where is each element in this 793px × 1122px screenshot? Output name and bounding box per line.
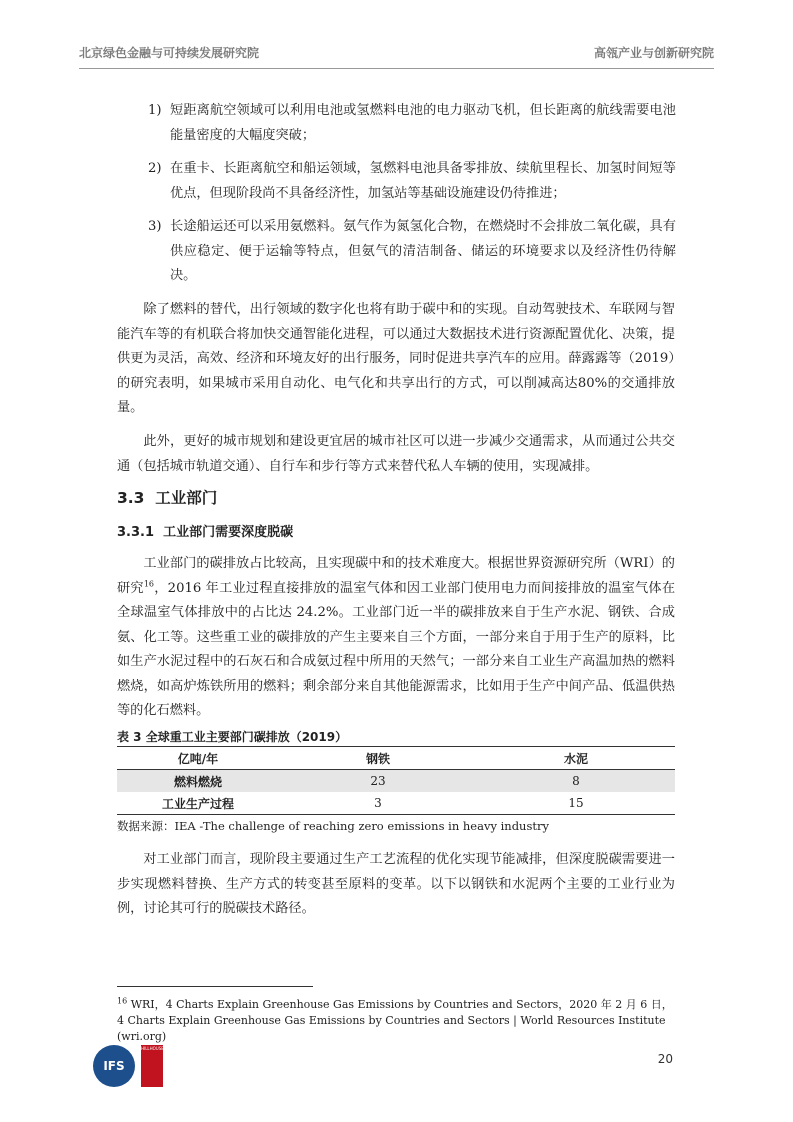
paragraph-urban-planning: 此外，更好的城市规划和建设更宜居的城市社区可以进一步减少交通需求，从而通过公共交通（包括城市轨道交通）、自行车和步行等方式来替代私人车辆的使用，实现减排。 xyxy=(117,434,675,474)
list-text: 在重卡、长距离航空和船运领域，氢燃料电池具备零排放、续航里程长、加氢时间短等优点，但现阶段尚不具备经济性，加氢站等基础设施建设仍待推进； xyxy=(170,161,676,201)
footnote-16 xyxy=(117,997,677,1013)
hillhouse-logo xyxy=(141,1045,163,1087)
footnote-ref-16[interactable]: 16 xyxy=(143,579,155,589)
table-cell: 8 xyxy=(477,770,675,793)
subsection-title: 工业部门需要深度脱碳 xyxy=(163,525,294,540)
list-number: 2) xyxy=(148,161,162,176)
list-item xyxy=(148,99,676,148)
subsection-heading xyxy=(117,521,293,540)
header-institute-left: 北京绿色金融与可持续发展研究院 xyxy=(79,46,260,60)
table-source: 数据来源：IEA -The challenge of reaching zero emissions in heavy industry xyxy=(117,819,549,833)
list-number: 3) xyxy=(148,219,162,234)
column-header-unit: 亿吨/年 xyxy=(117,747,279,770)
emissions-table xyxy=(117,746,675,815)
footnote-mark: 16 xyxy=(117,996,128,1006)
page-number: 20 xyxy=(657,1052,673,1066)
section-title: 工业部门 xyxy=(155,489,218,507)
row-label: 燃料燃烧 xyxy=(117,770,279,793)
table-row xyxy=(117,792,675,815)
list-item xyxy=(148,157,676,206)
table-cell: 3 xyxy=(279,792,477,815)
list-text: 短距离航空领域可以利用电池或氢燃料电池的电力驱动飞机，但长距离的航线需要电池能量密度的大幅度突破； xyxy=(170,103,676,143)
paragraph-industry-part2: ，2016 年工业过程直接排放的温室气体和因工业部门使用电力而间接排放的温室气体在全球温室气体排放中的占比达 24.2%。工业部门近一半的碳排放来自于生产水泥、钢铁、合成氨、化工等。这些重工业的碳排放的产生主要来自三个方面，一部分来自于用于生产的原料，比如生产水泥过程中的石灰石和合成氨过程中所用的天然气；一部分来自工业生产高温加热的燃料燃烧，如高炉炼铁所用的燃料；剩余部分来自其他能源需求，比如用于生产中间产品、低温供热等的化石燃料。 xyxy=(117,580,676,718)
section-number: 3.3 xyxy=(117,489,145,507)
header-divider xyxy=(79,68,714,69)
column-header-steel: 钢铁 xyxy=(279,747,477,770)
column-header-cement: 水泥 xyxy=(477,747,675,770)
ifs-logo: IFS xyxy=(93,1045,135,1087)
header-institute-right: 高瓴产业与创新研究院 xyxy=(593,46,714,60)
list-text: 长途船运还可以采用氨燃料。氨气作为氮氢化合物，在燃烧时不会排放二氧化碳，具有供应稳定、便于运输等特点，但氨气的清洁制备、储运的环境要求以及经济性仍待解决。 xyxy=(170,219,676,283)
footnote-divider xyxy=(117,986,313,987)
footnote-line1: WRI，4 Charts Explain Greenhouse Gas Emissions by Countries and Sectors，2020 年 2 月 6 日， xyxy=(130,998,673,1011)
section-heading xyxy=(117,486,217,508)
paragraph-industry xyxy=(117,552,675,724)
paragraph-industry-part1: 工业部门的碳排放占比较高，且实现碳中和的技术难度大。根据世界资源研究所（WRI）的研究 xyxy=(117,556,675,596)
paragraph-digitalization: 除了燃料的替代，出行领域的数字化也将有助于碳中和的实现。自动驾驶技术、车联网与智能汽车等的有机联合将加快交通智能化进程，可以通过大数据技术进行资源配置优化、决策，提供更为灵活，高效、经济和环境友好的出行服务，同时促进共享汽车的应用。薛露露等（2019）的研究表明，如果城市采用自动化、电气化和共享出行的方式，可以削减高达80%的交通排放量。 xyxy=(117,302,675,415)
table-row xyxy=(117,770,675,793)
hillhouse-logo-text: HILLHOUSE xyxy=(141,1046,164,1051)
list-number: 1) xyxy=(148,103,162,118)
paragraph-industry-pathways: 对工业部门而言，现阶段主要通过生产工艺流程的优化实现节能减排，但深度脱碳需要进一步实现燃料替换、生产方式的转变甚至原料的变革。以下以钢铁和水泥两个主要的工业行业为例，讨论其可行的脱碳技术路径。 xyxy=(117,852,675,916)
row-label: 工业生产过程 xyxy=(117,792,279,815)
list-item xyxy=(148,215,676,289)
subsection-number: 3.3.1 xyxy=(117,525,155,540)
table-cell: 23 xyxy=(279,770,477,793)
table-header-row xyxy=(117,747,675,770)
table-caption: 表 3 全球重工业主要部门碳排放（2019） xyxy=(117,730,348,744)
footnote-link[interactable]: 4 Charts Explain Greenhouse Gas Emissions by Countries and Sectors | World Resources Institute (wri.org) xyxy=(117,1014,666,1043)
table-cell: 15 xyxy=(477,792,675,815)
